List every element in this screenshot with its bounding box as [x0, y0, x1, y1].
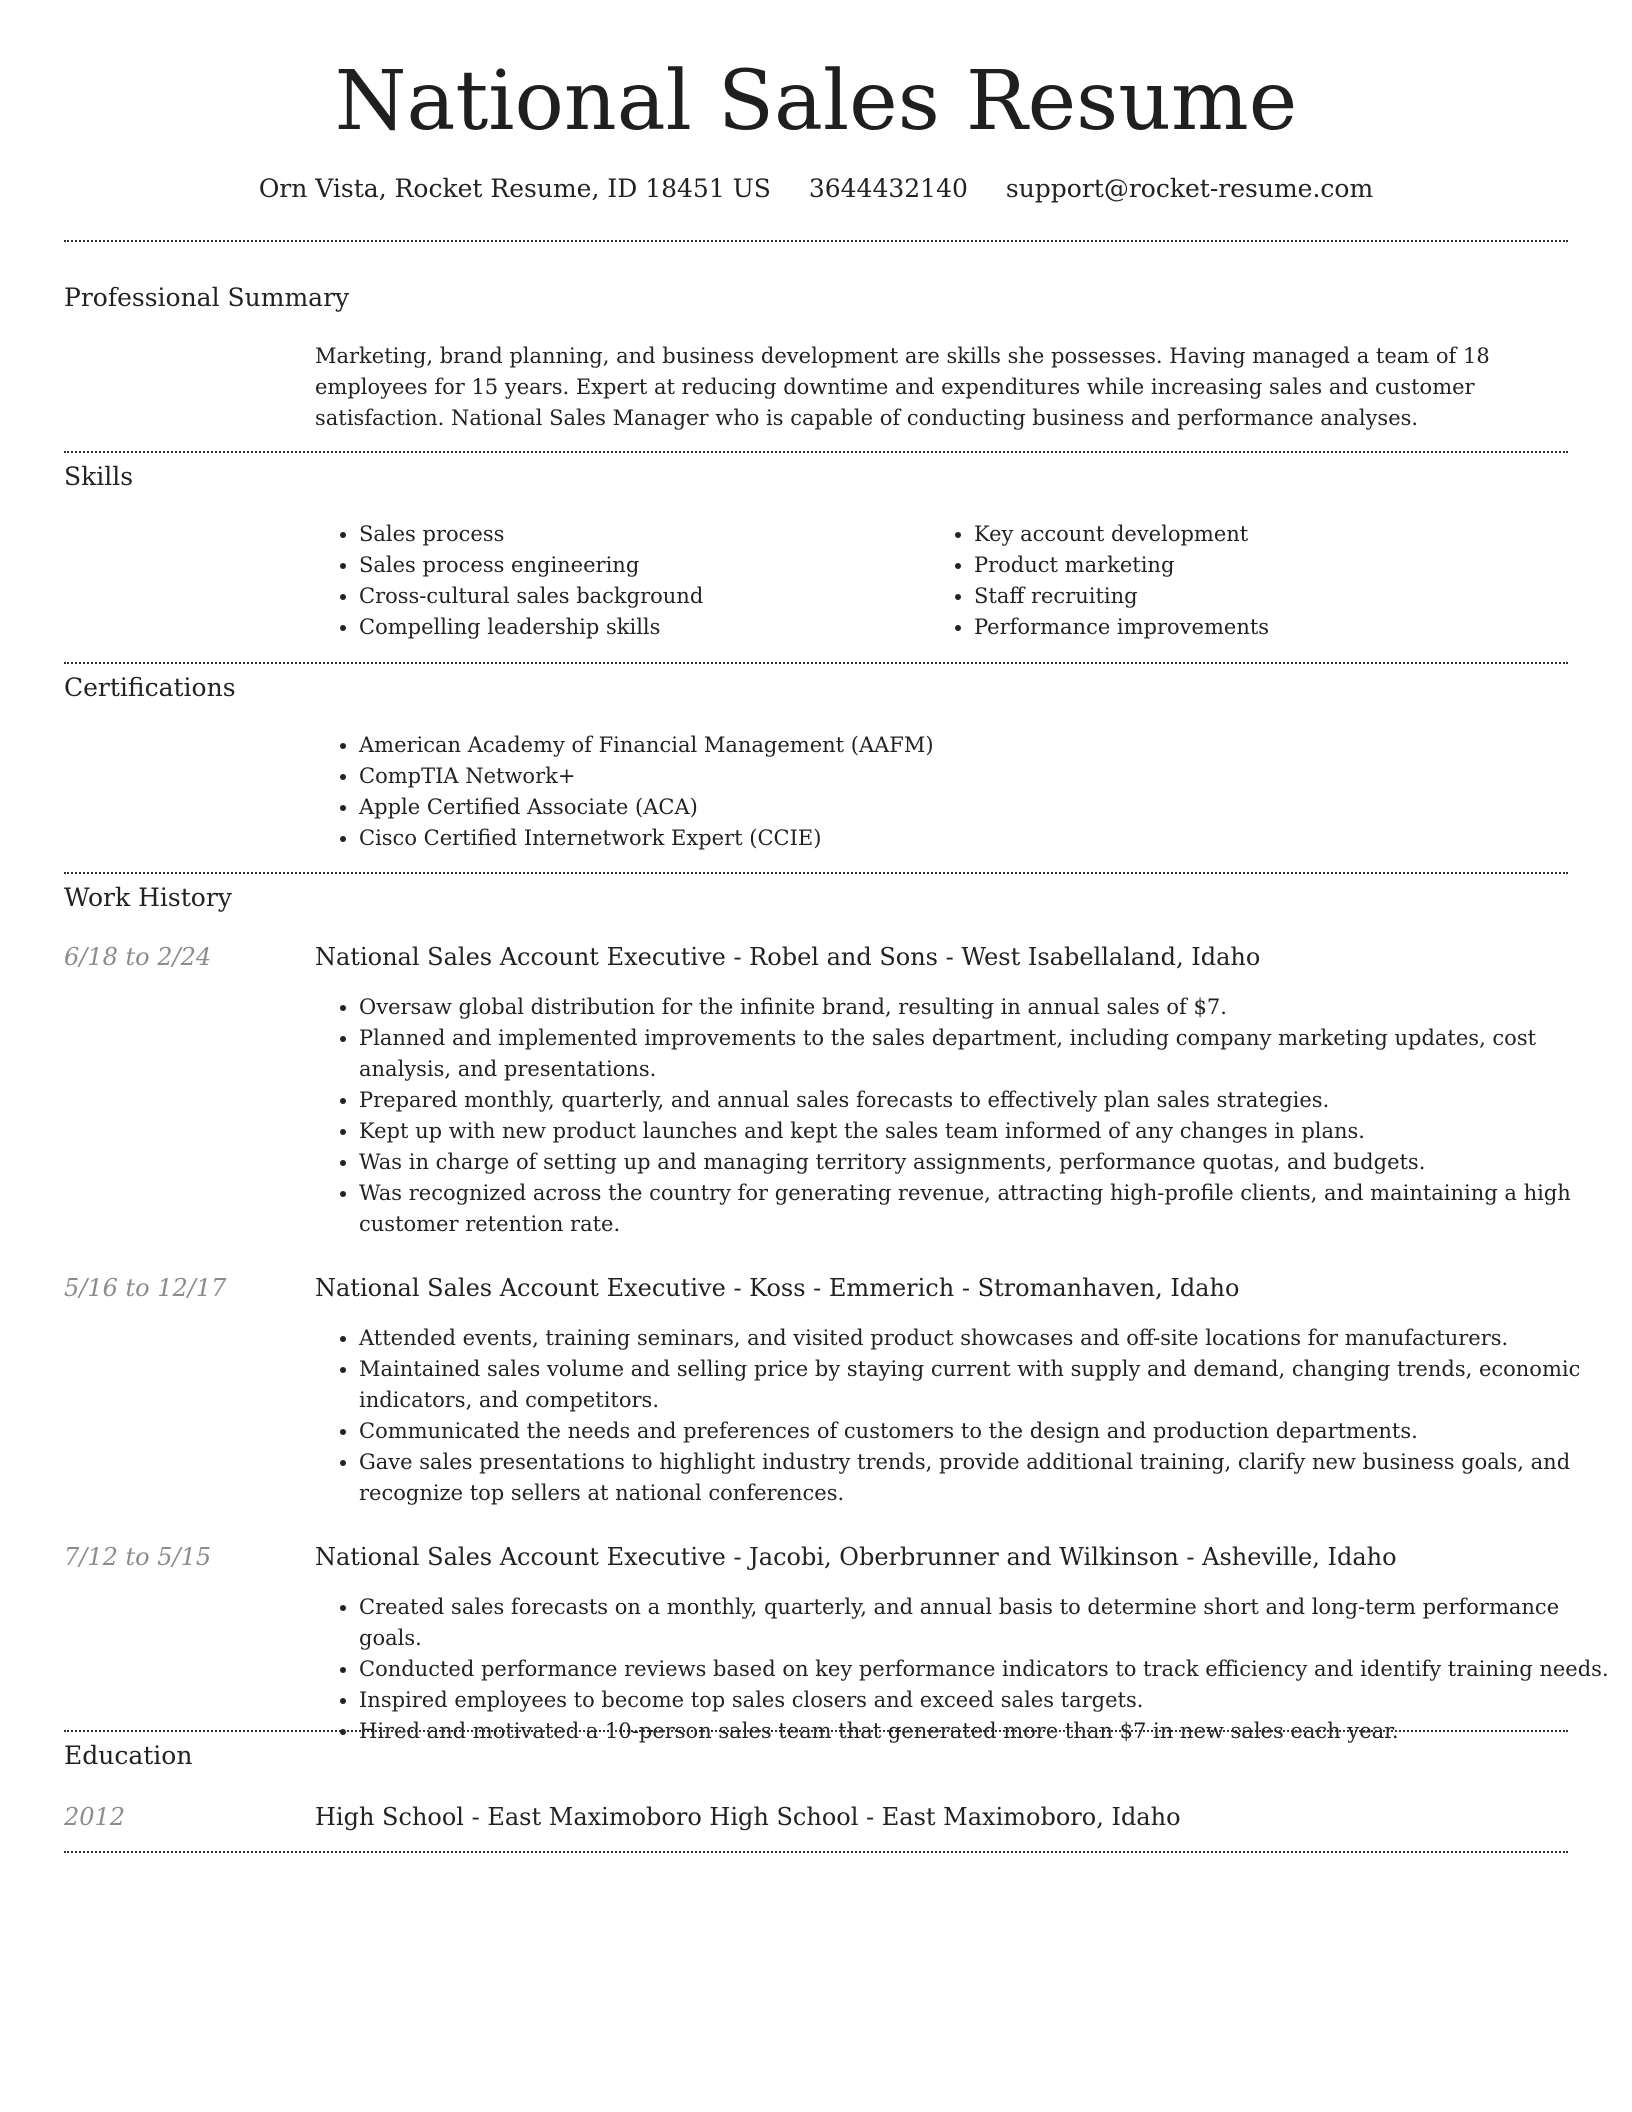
job-bullets	[315, 1323, 1609, 1509]
section-title-certifications: Certifications	[64, 673, 236, 702]
list-item: • Product marketing	[974, 550, 1574, 581]
list-item: • Gave sales presentations to highlight industry trends, provide additional training, clarify new business goals, and recognize top sellers at national conferences.	[359, 1447, 1609, 1509]
list-item: • Kept up with new product launches and kept the sales team informed of any changes in plans.	[359, 1116, 1609, 1147]
list-item: • Staff recruiting	[974, 581, 1574, 612]
job-title: National Sales Account Executive - Jacobi, Oberbrunner and Wilkinson - Asheville, Idaho	[315, 1543, 1397, 1571]
contact-email: support@rocket-resume.com	[1005, 174, 1374, 203]
list-item: • Key account development	[974, 519, 1574, 550]
skills-list-right	[930, 519, 1574, 643]
section-title-education: Education	[64, 1741, 193, 1770]
list-item: • Inspired employees to become top sales closers and exceed sales targets.	[359, 1685, 1619, 1716]
section-title-summary: Professional Summary	[64, 283, 350, 312]
list-item: • Conducted performance reviews based on key performance indicators to track efficiency and identify training needs.	[359, 1654, 1619, 1685]
list-item: • Was in charge of setting up and managing territory assignments, performance quotas, and budgets.	[359, 1147, 1609, 1178]
contact-address: Orn Vista, Rocket Resume, ID 18451 US	[258, 174, 771, 203]
list-item: • Apple Certified Associate (ACA)	[359, 792, 1559, 823]
job-title: National Sales Account Executive - Robel and Sons - West Isabellaland, Idaho	[315, 943, 1261, 971]
divider	[64, 1730, 1568, 1732]
section-title-skills: Skills	[64, 462, 134, 491]
education-dates: 2012	[64, 1803, 126, 1831]
list-item: • Compelling leadership skills	[359, 612, 929, 643]
education-title: High School - East Maximoboro High School - East Maximoboro, Idaho	[315, 1803, 1181, 1831]
resume-title: National Sales Resume	[334, 54, 1298, 149]
list-item: • Attended events, training seminars, and visited product showcases and off-site locations for manufacturers.	[359, 1323, 1609, 1354]
list-item: • Cisco Certified Internetwork Expert (CCIE)	[359, 823, 1559, 854]
list-item: • Was recognized across the country for generating revenue, attracting high-profile clients, and maintaining a high customer retention rate.	[359, 1178, 1609, 1240]
list-item: • Cross-cultural sales background	[359, 581, 929, 612]
list-item: • CompTIA Network+	[359, 761, 1559, 792]
list-item: • Oversaw global distribution for the infinite brand, resulting in annual sales of $7.	[359, 992, 1609, 1023]
job-title: National Sales Account Executive - Koss - Emmerich - Stromanhaven, Idaho	[315, 1274, 1240, 1302]
job-bullets	[315, 1592, 1619, 1747]
list-item: • Sales process engineering	[359, 550, 929, 581]
job-dates: 7/12 to 5/15	[64, 1543, 212, 1571]
contact-phone: 3644432140	[808, 174, 968, 203]
job-dates: 5/16 to 12/17	[64, 1274, 227, 1302]
certifications-list	[315, 730, 1559, 854]
list-item: • Communicated the needs and preferences of customers to the design and production departments.	[359, 1416, 1609, 1447]
list-item: • American Academy of Financial Management (AAFM)	[359, 730, 1559, 761]
list-item: • Sales process	[359, 519, 929, 550]
list-item: • Maintained sales volume and selling price by staying current with supply and demand, changing trends, economic indicators, and competitors.	[359, 1354, 1609, 1416]
list-item: • Created sales forecasts on a monthly, quarterly, and annual basis to determine short and long-term performance goals.	[359, 1592, 1619, 1654]
divider	[64, 1851, 1568, 1853]
section-title-work-history: Work History	[64, 883, 232, 912]
list-item: • Performance improvements	[974, 612, 1574, 643]
list-item: • Hired and motivated a 10-person sales team that generated more than $7 in new sales each year.	[359, 1716, 1619, 1747]
divider	[64, 240, 1568, 242]
job-dates: 6/18 to 2/24	[64, 943, 212, 971]
divider	[64, 872, 1568, 874]
list-item: • Prepared monthly, quarterly, and annual sales forecasts to effectively plan sales strategies.	[359, 1085, 1609, 1116]
divider	[64, 451, 1568, 453]
list-item: • Planned and implemented improvements to the sales department, including company marketing updates, cost analysis, and presentations.	[359, 1023, 1609, 1085]
summary-text: Marketing, brand planning, and business development are skills she possesses. Having managed a team of 18 employees for 15 years. Expert at reducing downtime and expenditures while increasing sales and customer satisfaction. National Sales Manager who is capable of conducting business and performance analyses.	[315, 344, 1490, 430]
skills-list-left	[315, 519, 929, 643]
divider	[64, 662, 1568, 664]
job-bullets	[315, 992, 1609, 1240]
contact-line	[0, 172, 1632, 206]
